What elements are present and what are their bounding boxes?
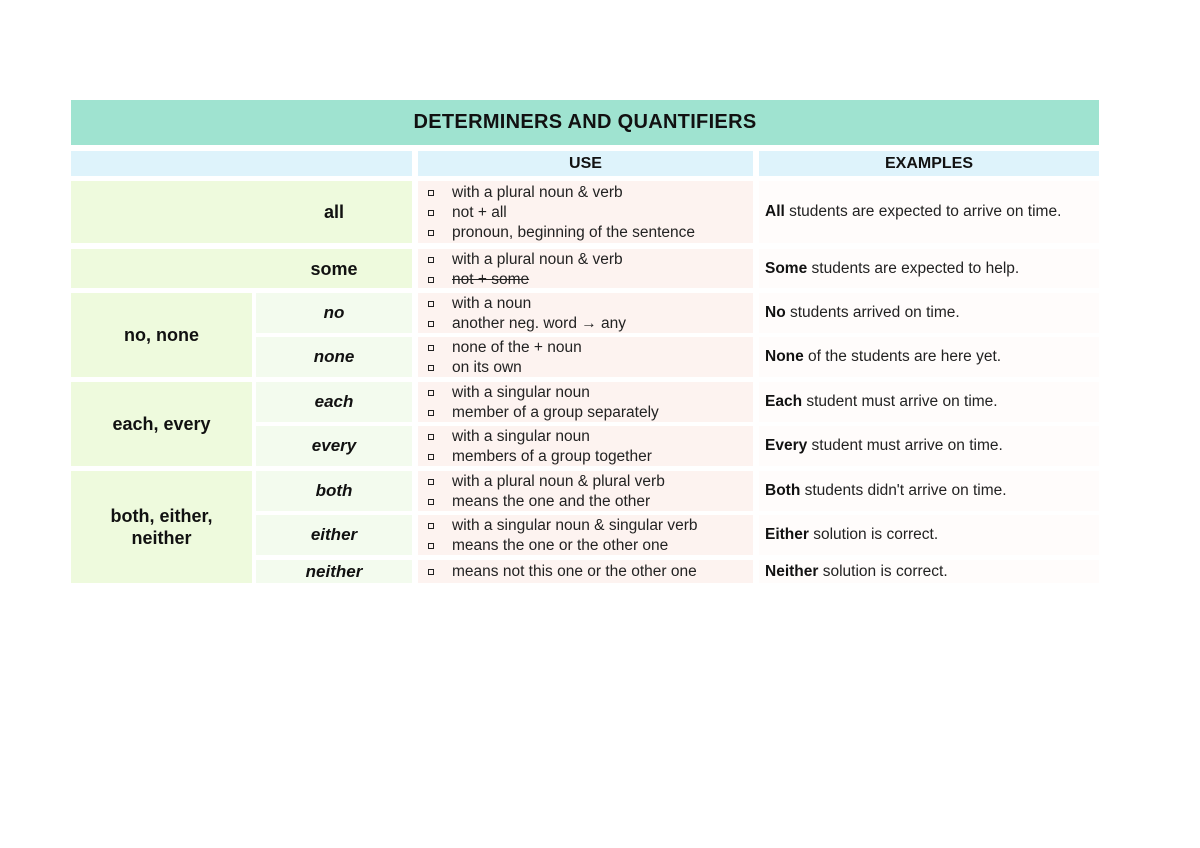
use-none <box>418 337 753 377</box>
header-blank <box>71 151 412 176</box>
use-item: with a plural noun & verb <box>428 183 753 203</box>
row-label-all: all <box>71 181 412 243</box>
row-label-each: each <box>256 382 412 422</box>
example-some: Some students are expected to help. <box>759 249 1099 288</box>
row-label-neither: neither <box>256 560 412 583</box>
use-item: pronoun, beginning of the sentence <box>428 223 753 243</box>
use-neither <box>418 560 753 583</box>
example-all: All students are expected to arrive on time. <box>759 181 1099 243</box>
use-item: none of the + noun <box>428 338 753 358</box>
example-none: None of the students are here yet. <box>759 337 1099 377</box>
group-label-no-none: no, none <box>71 293 252 377</box>
row-label-some: some <box>71 249 412 288</box>
row-label-both: both <box>256 471 412 511</box>
example-each: Each student must arrive on time. <box>759 382 1099 422</box>
use-item: members of a group together <box>428 447 753 467</box>
use-either <box>418 515 753 555</box>
use-item: with a plural noun & plural verb <box>428 472 753 492</box>
row-label-no: no <box>256 293 412 333</box>
use-no <box>418 293 753 333</box>
row-label-either: either <box>256 515 412 555</box>
group-label-each-every: each, every <box>71 382 252 466</box>
header-examples: EXAMPLES <box>759 151 1099 176</box>
example-both: Both students didn't arrive on time. <box>759 471 1099 511</box>
example-every: Every student must arrive on time. <box>759 426 1099 466</box>
use-every <box>418 426 753 466</box>
header-use: USE <box>418 151 753 176</box>
use-item: means the one or the other one <box>428 536 753 556</box>
row-label-none: none <box>256 337 412 377</box>
example-no: No students arrived on time. <box>759 293 1099 333</box>
example-neither: Neither solution is correct. <box>759 560 1099 583</box>
use-item: member of a group separately <box>428 403 753 423</box>
use-each <box>418 382 753 422</box>
use-item: with a singular noun <box>428 427 753 447</box>
group-label-both-either-neither: both, either, neither <box>71 471 252 583</box>
use-item: means the one and the other <box>428 492 753 512</box>
use-item: means not this one or the other one <box>428 562 753 582</box>
use-item: with a plural noun & verb <box>428 250 753 270</box>
example-either: Either solution is correct. <box>759 515 1099 555</box>
use-item: on its own <box>428 358 753 378</box>
table-title: DETERMINERS AND QUANTIFIERS <box>71 100 1099 145</box>
use-item: not + all <box>428 203 753 223</box>
use-item-struck: not + some <box>428 270 753 290</box>
use-item: with a singular noun & singular verb <box>428 516 753 536</box>
use-both <box>418 471 753 511</box>
use-item: another neg. word → any <box>428 314 753 334</box>
use-all <box>418 181 753 243</box>
use-item: with a noun <box>428 294 753 314</box>
use-some <box>418 249 753 288</box>
use-item: with a singular noun <box>428 383 753 403</box>
row-label-every: every <box>256 426 412 466</box>
